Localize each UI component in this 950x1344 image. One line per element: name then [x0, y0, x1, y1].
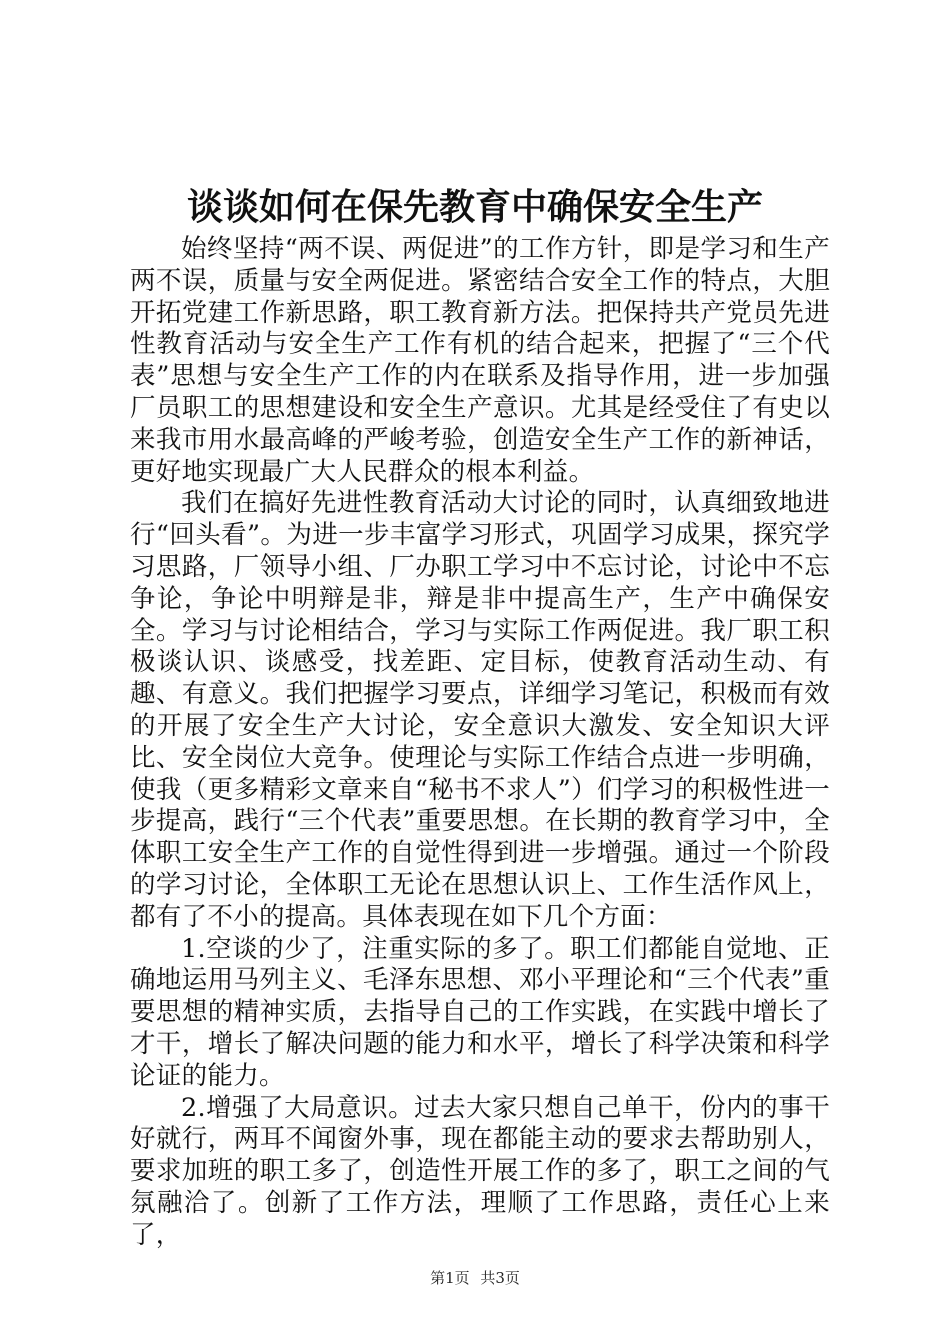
paragraph: 2.增强了大局意识。过去大家只想自己单干，份内的事干好就行，两耳不闻窗外事，现在都能主动的要求去帮助别人，要求加班的职工多了，创造性开展工作的多了，职工之间的气氛融洽了。创新了工作方法，理顺了工作思路，责任心上来了， [130, 1092, 830, 1250]
document-title: 谈谈如何在保先教育中确保安全生产 [186, 186, 763, 228]
page-total: 共3页 [480, 1269, 520, 1287]
document-body [130, 234, 830, 1252]
paragraph: 始终坚持“两不误、两促进”的工作方针，即是学习和生产两不误，质量与安全两促进。紧密结合安全工作的特点，大胆开拓党建工作新思路，职工教育新方法。把保持共产党员先进性教育活动与安全生产工作有机的结合起来，把握了“三个代表”思想与安全生产工作的内在联系及指导作用，进一步加强厂员职工的思想建设和安全生产意识。尤其是经受住了有史以来我市用水最高峰的严峻考验，创造安全生产工作的新神话，更好地实现最广大人民群众的根本利益。 [130, 234, 830, 487]
paragraph: 1.空谈的少了，注重实际的多了。职工们都能自觉地、正确地运用马列主义、毛泽东思想、邓小平理论和“三个代表”重要思想的精神实质，去指导自己的工作实践，在实践中增长了才干，增长了解决问题的能力和水平，增长了科学决策和科学论证的能力。 [130, 933, 830, 1091]
page-number: 第1页 [430, 1269, 470, 1287]
paragraph: 我们在搞好先进性教育活动大讨论的同时，认真细致地进行“回头看”。为进一步丰富学习形式，巩固学习成果，探究学习思路，厂领导小组、厂办职工学习中不忘讨论，讨论中不忘争论，争论中明辩是非，辩是非中提高生产，生产中确保安全。学习与讨论相结合，学习与实际工作两促进。我厂职工积极谈认识、谈感受，找差距、定目标，使教育活动生动、有趣、有意义。我们把握学习要点，详细学习笔记，积极而有效的开展了安全生产大讨论，安全意识大激发、安全知识大评比、安全岗位大竞争。使理论与实际工作结合点进一步明确，使我（更多精彩文章来自“秘书不求人”）们学习的积极性进一步提高，践行“三个代表”重要思想。在长期的教育学习中，全体职工安全生产工作的自觉性得到进一步增强。通过一个阶段的学习讨论，全体职工无论在思想认识上、工作生活作风上，都有了不小的提高。具体表现在如下几个方面： [130, 488, 830, 932]
page-footer [0, 1268, 950, 1288]
